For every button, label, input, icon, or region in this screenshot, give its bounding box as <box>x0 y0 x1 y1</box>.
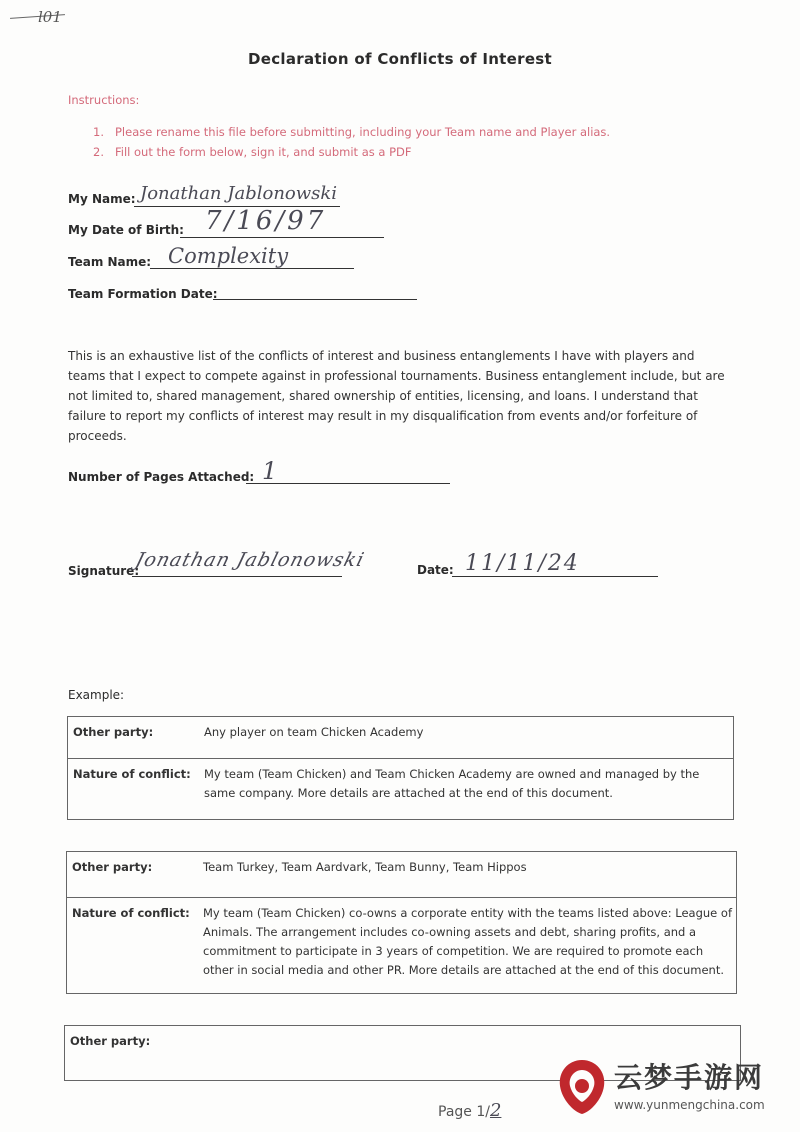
page-number: Page 1/2 <box>438 1100 502 1121</box>
formation-date-line[interactable] <box>213 299 417 300</box>
instructions-heading: Instructions: <box>68 93 140 107</box>
instruction-item: 2. Fill out the form below, sign it, and submit as a PDF <box>93 145 412 159</box>
formation-date-label: Team Formation Date: <box>68 287 218 301</box>
team-name-value: Complexity <box>168 244 289 268</box>
instructions-list <box>93 122 610 162</box>
date-line[interactable] <box>452 576 658 577</box>
date-value: 11/11/24 <box>465 551 580 576</box>
team-name-label: Team Name: <box>68 255 152 269</box>
pages-attached-label: Number of Pages Attached: <box>68 470 255 484</box>
dob-value: 7/16/97 <box>205 206 327 236</box>
other-party-value: Any player on team Chicken Academy <box>199 717 734 759</box>
statement-paragraph: This is an exhaustive list of the conflicts of interest and business entanglements I have with players and teams that I expect to compete against in professional tournaments. Business entanglement include, but are not limited to, shared management, shared ownership of entities, licensing, and loans. I understand that failure to report my conflicts of interest may result in my disqualification from events and/or forfeiture of proceeds. <box>68 349 725 443</box>
watermark-logo-icon <box>554 1056 610 1118</box>
dob-line[interactable] <box>180 237 384 238</box>
other-party-label: Other party: <box>65 1026 197 1081</box>
nature-value: My team (Team Chicken) and Team Chicken Academy are owned and managed by the same company. More details are attached at the end of this document. <box>199 759 734 820</box>
site-watermark <box>552 1054 792 1124</box>
example-conflict-table <box>67 716 734 820</box>
example-label: Example: <box>68 688 125 702</box>
nature-label: Nature of conflict: <box>68 759 200 820</box>
nature-label: Nature of conflict: <box>67 898 199 994</box>
page-title: Declaration of Conflicts of Interest <box>247 50 552 68</box>
corner-note: l01 <box>38 8 62 26</box>
pages-attached-value: 1 <box>262 457 278 485</box>
other-party-label: Other party: <box>68 717 200 759</box>
signature-line[interactable] <box>132 576 342 577</box>
watermark-url: www.yunmengchina.com <box>614 1098 765 1112</box>
signature-label: Signature: <box>68 564 140 578</box>
team-name-line[interactable] <box>150 268 354 269</box>
conflict-table <box>66 851 737 994</box>
dob-label: My Date of Birth: <box>68 223 184 237</box>
signature-value: Jonathan Jablonowski <box>133 549 367 571</box>
watermark-text: 云梦手游网 <box>614 1061 765 1094</box>
other-party-value: Team Turkey, Team Aardvark, Team Bunny, Team Hippos <box>198 852 737 898</box>
name-value: Jonathan Jablonowski <box>140 183 338 204</box>
name-label: My Name: <box>68 192 136 206</box>
date-label: Date: <box>417 563 454 577</box>
other-party-label: Other party: <box>67 852 199 898</box>
instruction-item: 1. Please rename this file before submitting, including your Team name and Player alias. <box>93 125 611 139</box>
nature-value: My team (Team Chicken) co-owns a corporate entity with the teams listed above: League of Animals. The arrangement includes co-owning assets and debt, sharing profits, and a commitment to participate in 3 years of competition. We are required to promote each other in social media and other PR. More details are attached at the end of this document. <box>198 898 737 994</box>
